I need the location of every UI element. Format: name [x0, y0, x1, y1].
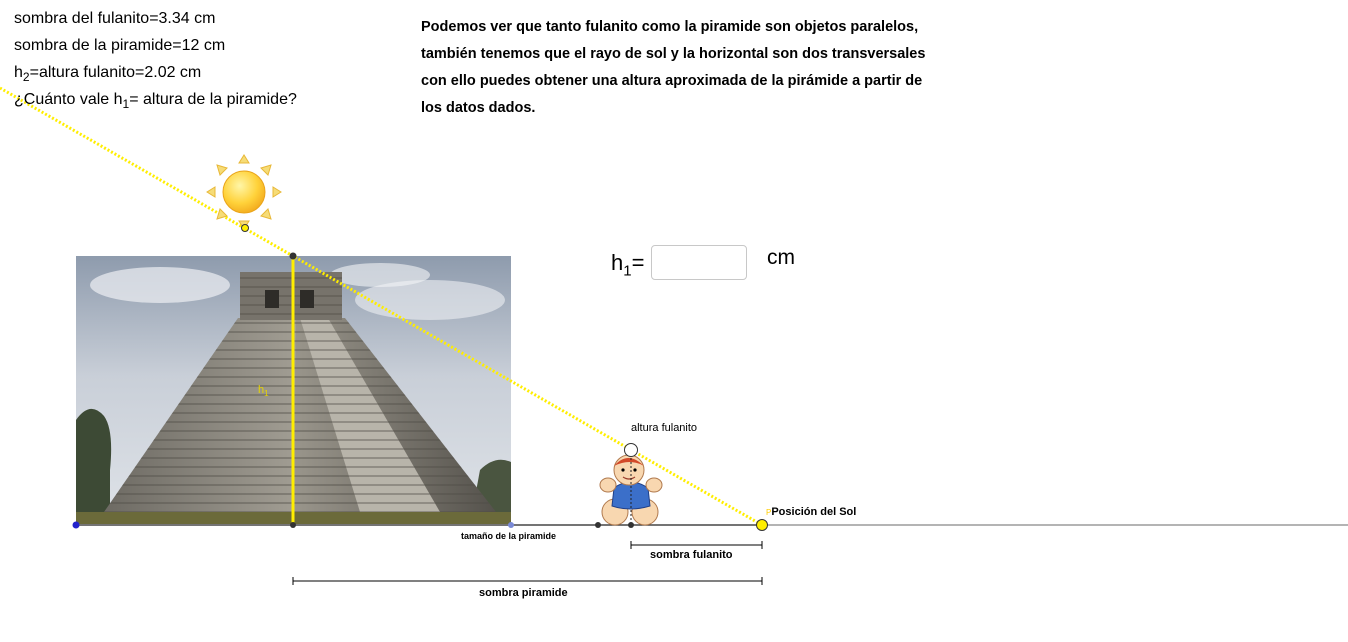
h1-input-label: $h_1=$	[611, 250, 645, 280]
sombra-piramide-bracket	[293, 577, 762, 585]
posicion-sol-point[interactable]	[757, 520, 768, 531]
pyramid-top-point[interactable]	[290, 253, 297, 260]
fulanito-top-point[interactable]	[625, 444, 638, 457]
fulanito-left-point	[595, 522, 601, 528]
explanation-line: los datos dados.	[421, 100, 536, 116]
h1-figure-label: $h_1$	[258, 384, 269, 399]
sun-point[interactable]	[242, 225, 249, 232]
fulanito-foot-point	[628, 522, 634, 528]
given-altura-fulanito: $h_2=altura$ fulanito=2.02 cm	[14, 64, 202, 85]
base-left-point[interactable]	[73, 522, 80, 529]
given-sombra-piramide: sombra de la piramide=12 cm	[14, 37, 226, 54]
sombra-fulanito-bracket	[631, 541, 762, 549]
explanation-text	[421, 14, 1001, 122]
explanation-line: Podemos ver que tanto fulanito como la piramide son objetos paralelos,	[421, 19, 919, 35]
unit-label: cm	[767, 246, 795, 269]
explanation-line: con ello puedes obtener una altura aproximada de la pirámide a partir de	[421, 73, 923, 89]
explanation-line: también tenemos que el rayo de sol y la horizontal son dos transversales	[421, 46, 926, 62]
pyramid-foot-point	[290, 522, 296, 528]
sombra-piramide-label: sombra piramide	[479, 587, 568, 599]
pyramid-right-point[interactable]	[508, 522, 514, 528]
given-sombra-fulanito: sombra del fulanito=3.34 cm	[14, 10, 216, 27]
question-text: ¿Cuánto vale $h_1=$ altura de la piramide?	[14, 91, 297, 112]
sombra-fulanito-label: sombra fulanito	[650, 549, 733, 561]
fulanito-figure	[600, 444, 662, 526]
h1-answer-input[interactable]	[651, 245, 747, 280]
tamano-piramide-label: tamaño de la piramide	[461, 531, 557, 541]
sun-icon	[207, 155, 281, 229]
posicion-sol-label: PPosición del Sol	[766, 506, 857, 518]
altura-fulanito-label: altura fulanito	[631, 422, 698, 434]
